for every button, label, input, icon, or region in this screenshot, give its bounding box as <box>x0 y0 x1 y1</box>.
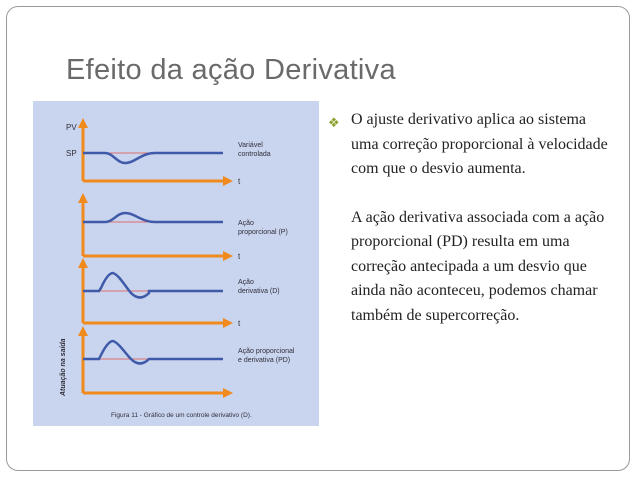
vertical-axis-title: Atuação na saída <box>60 338 67 396</box>
panel-3-label-line2: derivativa (D) <box>238 288 280 295</box>
bullet-diamond-icon: ❖ <box>328 115 340 130</box>
panel-4-x-arrow <box>223 388 233 398</box>
panel-1-y-arrow <box>78 118 88 128</box>
panel-3-t-label: t <box>238 319 241 328</box>
panel-2-x-arrow <box>223 251 233 261</box>
bullet-paragraph-1: O ajuste derivativo aplica ao sistema uma correção proporcional à velocidade com que o desvio aumenta. <box>351 111 608 177</box>
panel-3-x-arrow <box>223 318 233 328</box>
panel-1-t-label: t <box>238 177 241 186</box>
panel-1-label-line2: controlada <box>238 151 271 158</box>
panel-4 <box>78 326 295 398</box>
panel-4-y-arrow <box>78 326 88 336</box>
panel-3 <box>78 258 280 328</box>
panel-1 <box>66 118 271 186</box>
panel-2-t-label: t <box>238 252 241 261</box>
sp-label: SP <box>66 149 77 158</box>
panel-4-curve <box>83 341 223 364</box>
panel-1-x-arrow <box>223 176 233 186</box>
control-response-figure <box>33 101 319 426</box>
figure-caption: Figura 11 - Gráfico de um controle derivativo (D). <box>111 412 252 419</box>
figure-drawing <box>33 101 319 426</box>
slide-title: Efeito da ação Derivativa <box>66 54 396 86</box>
panel-3-y-arrow <box>78 258 88 268</box>
pv-label: PV <box>66 123 77 132</box>
panel-4-label-line2: e derivativa (PD) <box>238 357 291 364</box>
panel-2-label-line2: proporcional (P) <box>238 229 288 236</box>
panel-3-label-line1: Ação <box>238 279 254 286</box>
panel-2 <box>78 193 288 261</box>
panel-1-curve <box>83 153 223 163</box>
bullet-paragraph-2: A ação derivativa associada com a ação proporcional (PD) resulta em uma correção antecipada a um desvio que ainda não aconteceu, podemos chamar também de supercorreção. <box>351 208 605 324</box>
panel-2-y-arrow <box>78 193 88 203</box>
panel-2-curve <box>83 213 223 222</box>
panel-4-label-line1: Ação proporcional <box>238 348 295 355</box>
panel-3-curve <box>83 273 223 298</box>
panel-2-label-line1: Ação <box>238 220 254 227</box>
bullet-text-block <box>328 108 608 328</box>
panel-1-label-line1: Variável <box>238 142 263 149</box>
